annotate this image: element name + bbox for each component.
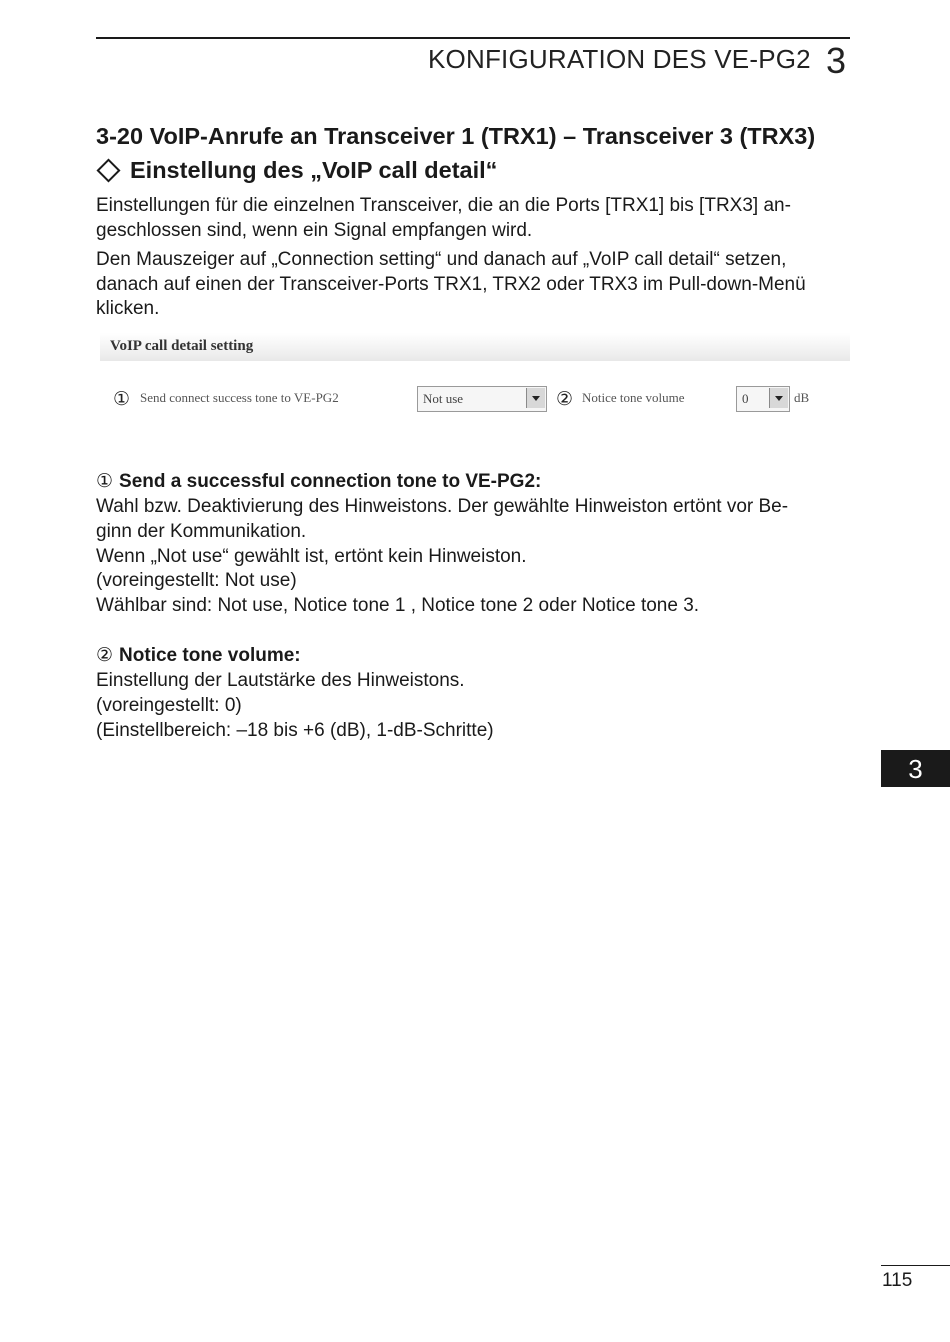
description-line: Wählbar sind: Not use, Notice tone 1 , Notice tone 2 oder Notice tone 3. [96,595,700,617]
chapter-tab: 3 [881,750,950,787]
description-line: (voreingestellt: 0) [96,694,242,716]
header-rule [96,37,850,39]
item-number: ② [96,645,114,666]
callout-2: ② [556,389,574,410]
description-line: Einstellung der Lautstärke des Hinweistons. [96,670,465,691]
chapter-title: KONFIGURATION DES VE-PG2 [428,44,811,74]
instruction-line: danach auf einen der Transceiver-Ports TRX1, TRX2 oder TRX3 im Pull-down-Menü [96,273,806,295]
dropdown-arrow-icon[interactable] [769,388,788,408]
success-tone-label: Send connect success tone to VE-PG2 [140,390,339,405]
description-line: ginn der Kommunikation. [96,520,307,542]
description-line: Wenn „Not use“ gewählt ist, ertönt kein Hinweiston. [96,545,527,567]
description-line: (Einstellbereich: –18 bis +6 (dB), 1-dB-Schritte) [96,719,494,741]
item-title: Send a successful connection tone to VE-PG2: [119,471,542,492]
description-line: Wahl bzw. Deaktivierung des Hinweistons. Der gewählte Hinweiston ertönt vor Be- [96,496,789,517]
intro-line: Einstellungen für die einzelnen Transceiver, die an die Ports [TRX1] bis [TRX3] an- [96,195,791,216]
footer-rule [881,1265,950,1266]
sub-heading-text: Einstellung des „VoIP call detail“ [130,157,498,183]
item-heading-2 [96,644,301,667]
instruction-line: klicken. [96,298,160,319]
page-number: 115 [882,1270,913,1291]
intro-line: geschlossen sind, wenn ein Signal empfangen wird. [96,219,533,241]
tone-volume-select[interactable] [736,386,790,412]
item-number: ① [96,471,114,492]
item-description-1 [96,495,850,619]
item-heading-1 [96,470,541,493]
instruction-line: Den Mauszeiger auf „Connection setting“ und danach auf „VoIP call detail“ setzen, [96,249,787,270]
tone-volume-unit: dB [794,390,810,405]
voip-call-detail-screenshot [100,333,850,433]
sub-heading [96,157,497,184]
chapter-number: 3 [826,40,847,81]
diamond-icon [96,158,120,182]
success-tone-select[interactable] [417,386,547,412]
panel-title: VoIP call detail setting [110,338,254,354]
section-heading: 3-20 VoIP-Anrufe an Transceiver 1 (TRX1) – Transceiver 3 (TRX3) [96,123,816,149]
description-line: (voreingestellt: Not use) [96,570,297,592]
dropdown-arrow-icon[interactable] [526,388,545,408]
item-description-2 [96,669,850,743]
success-tone-value: Not use [423,391,464,406]
callout-1: ① [113,389,131,410]
instruction-paragraph [96,248,850,322]
intro-paragraph [96,194,850,243]
tone-volume-label: Notice tone volume [582,390,685,405]
item-title: Notice tone volume: [119,645,301,666]
panel-title-bar [100,333,850,361]
tone-volume-value: 0 [742,391,749,406]
